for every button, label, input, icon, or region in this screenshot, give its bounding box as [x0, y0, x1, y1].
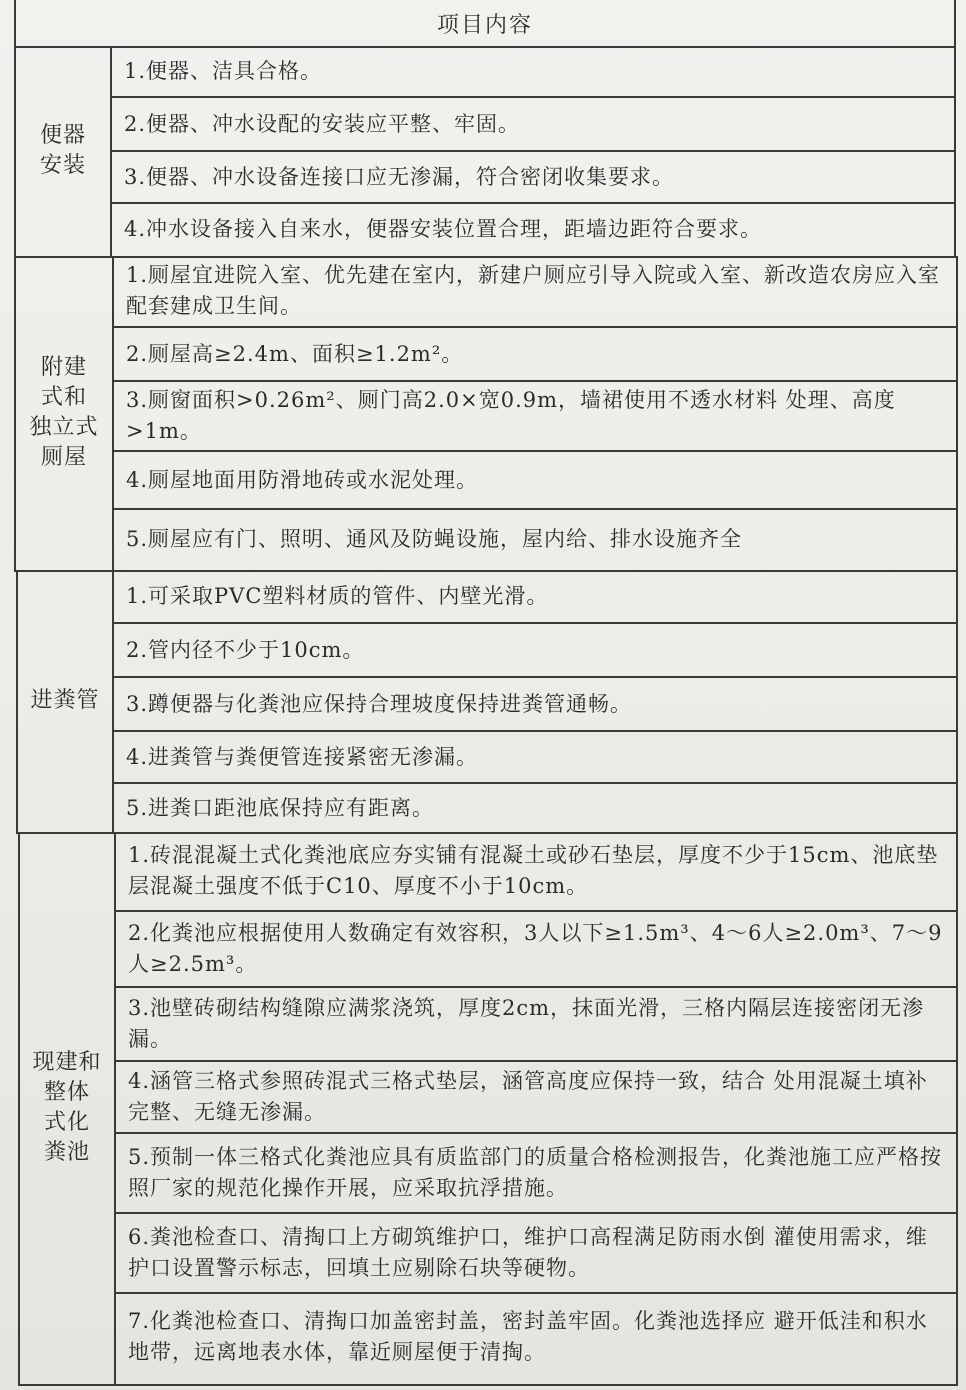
group-label-line: 厕屋	[40, 445, 87, 470]
group-label-line: 现建和	[32, 1050, 102, 1075]
list-item	[112, 46, 954, 98]
group-septic-tank	[18, 832, 958, 1386]
group-toilet-house	[14, 256, 958, 572]
item-text: 3.便器、冲水设备连接口应无渗漏，符合密闭收集要求。	[124, 164, 675, 189]
item-text: 1.厕屋宜进院入室、优先建在室内，新建户厕应引导入院或入室、新改造农房应入室配套建成卫生间。	[126, 263, 941, 318]
group-label	[16, 256, 114, 570]
list-item	[116, 1214, 956, 1294]
group-label	[16, 46, 112, 256]
list-item	[114, 570, 956, 624]
list-item	[114, 678, 956, 732]
list-item	[112, 98, 954, 152]
table-header	[14, 0, 956, 48]
group-label-line: 附建	[40, 355, 87, 380]
list-item	[114, 510, 956, 568]
list-item	[114, 732, 956, 784]
item-text: 3.池壁砖砌结构缝隙应满浆浇筑，厚度2cm，抹面光滑，三格内隔层连接密闭无渗漏。	[128, 996, 925, 1051]
group-label-line: 安装	[39, 153, 86, 178]
item-text: 2.厕屋高≥2.4m、面积≥1.2m²。	[126, 341, 464, 366]
group-label-line: 独立式	[29, 415, 99, 440]
item-text: 2.管内径不少于10cm。	[126, 637, 365, 662]
item-text: 4.冲水设备接入自来水，便器安装位置合理，距墙边距符合要求。	[124, 216, 763, 241]
group-label-line: 式和	[40, 385, 87, 410]
item-text: 4.厕屋地面用防滑地砖或水泥处理。	[126, 467, 479, 492]
item-list	[112, 46, 954, 256]
group-label-line: 整体	[43, 1080, 90, 1105]
list-item	[112, 152, 954, 204]
list-item	[116, 1062, 956, 1134]
list-item	[114, 624, 956, 678]
group-label	[20, 832, 116, 1384]
group-label-line: 粪池	[43, 1140, 90, 1165]
list-item	[114, 452, 956, 510]
item-list	[114, 256, 956, 570]
item-text: 2.便器、冲水设配的安装应平整、牢固。	[124, 111, 521, 136]
list-item	[114, 328, 956, 382]
list-item	[114, 784, 956, 832]
item-list	[114, 570, 956, 832]
item-text: 2.化粪池应根据使用人数确定有效容积，3人以下≥1.5m³、4～6人≥2.0m³、7～9人≥2.5m³。	[128, 921, 943, 976]
item-text: 1.可采取PVC塑料材质的管件、内壁光滑。	[126, 583, 549, 608]
list-item	[116, 1134, 956, 1214]
list-item	[112, 204, 954, 254]
list-item	[116, 832, 956, 912]
group-label-line: 式化	[43, 1110, 90, 1135]
list-item	[114, 256, 956, 328]
item-text: 5.预制一体三格式化粪池应具有质监部门的质量合格检测报告，化粪池施工应严格按照厂家的规范化操作开展，应采取抗浮措施。	[128, 1145, 943, 1200]
item-text: 1.便器、洁具合格。	[124, 58, 323, 83]
header-title: 项目内容	[436, 12, 533, 38]
item-text: 7.化粪池检查口、清掏口加盖密封盖，密封盖牢固。化粪池选择应 避开低洼和积水地带，远离地表水体，靠近厕屋便于清掏。	[128, 1309, 928, 1364]
list-item	[116, 988, 956, 1062]
item-text: 5.进粪口距池底保持应有距离。	[126, 795, 435, 820]
item-text: 5.厕屋应有门、照明、通风及防蝇设施，屋内给、排水设施齐全	[126, 526, 743, 551]
item-list	[116, 832, 956, 1384]
group-toilet-installation	[14, 46, 956, 258]
group-label-line: 进粪管	[30, 688, 100, 713]
item-text: 4.涵管三格式参照砖混式三格式垫层，涵管高度应保持一致，结合 处用混凝土填补完整、无缝无渗漏。	[128, 1069, 928, 1124]
item-text: 3.蹲便器与化粪池应保持合理坡度保持进粪管通畅。	[126, 691, 633, 716]
group-inlet-pipe	[16, 570, 958, 834]
group-label	[18, 570, 114, 832]
list-item	[116, 912, 956, 988]
item-text: 1.砖混混凝土式化粪池底应夯实铺有混凝土或砂石垫层，厚度不少于15cm、池底垫层混凝土强度不低于C10、厚度不小于10cm。	[128, 843, 939, 898]
item-text: 6.粪池检查口、清掏口上方砌筑维护口，维护口高程满足防雨水倒 灌使用需求，维护口设置警示标志，回填土应剔除石块等硬物。	[128, 1225, 928, 1280]
item-text: 3.厕窗面积>0.26m²、厕门高2.0×宽0.9m，墙裙使用不透水材料 处理、高度>1m。	[126, 388, 896, 443]
list-item	[114, 382, 956, 452]
list-item	[116, 1294, 956, 1380]
item-text: 4.进粪管与粪便管连接紧密无渗漏。	[126, 744, 479, 769]
group-label-line: 便器	[39, 123, 86, 148]
